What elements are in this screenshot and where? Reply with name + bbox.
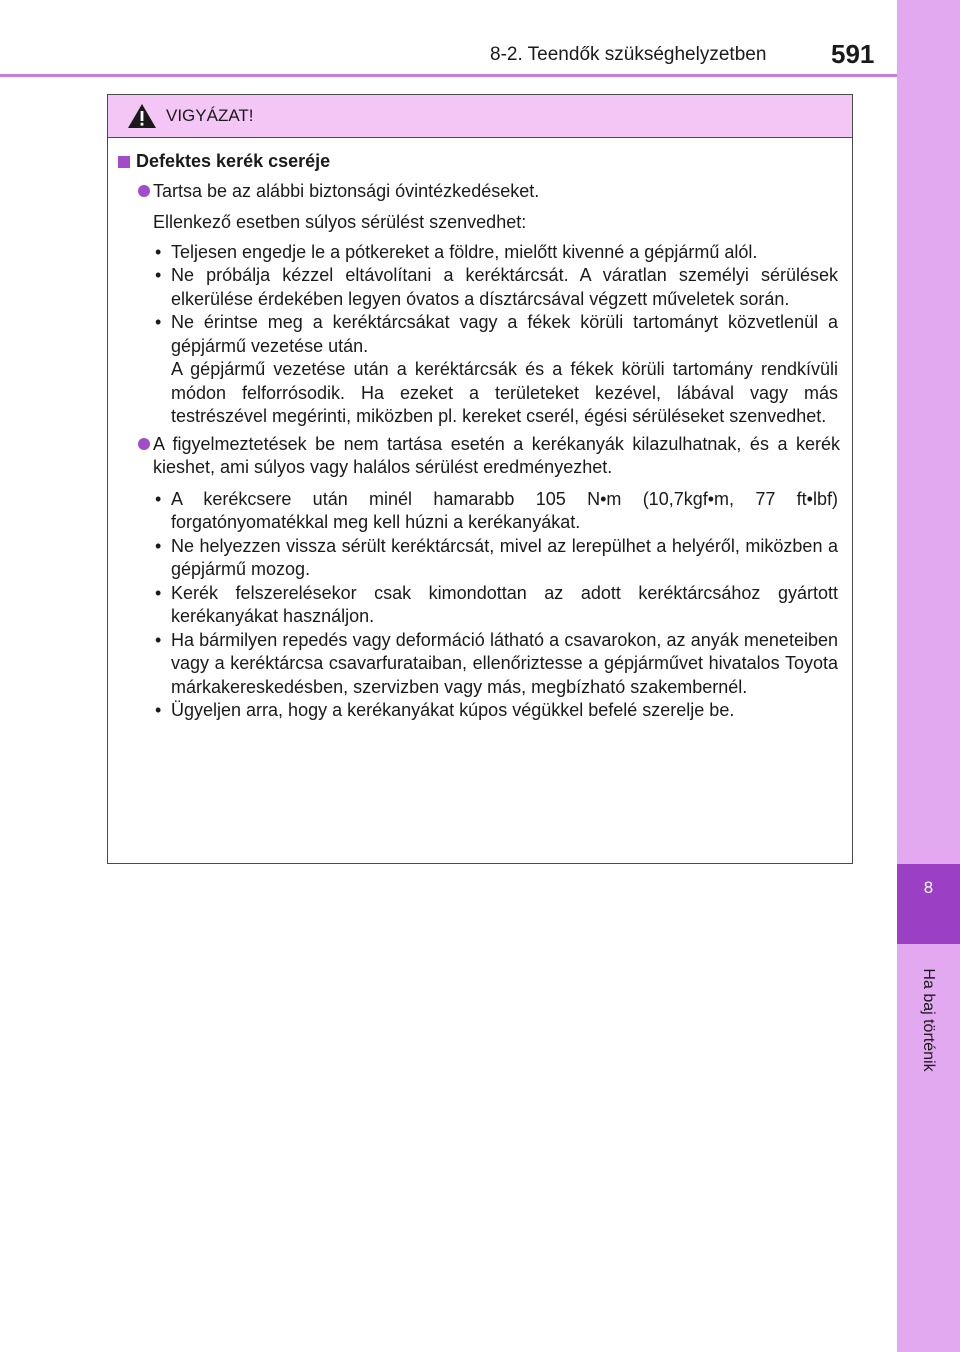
caution-title: VIGYÁZAT! [166, 106, 254, 125]
list-item: • Ha bármilyen repedés vagy deformáció látható a csavarokon, az anyák meneteiben vagy a keréktárcsa csavarfurataiban, ellenőriztesse a gépjárművet hivatalos Toyota márkakereskedésben, szervizben vagy más, megbízható szakembernél. [155, 629, 838, 697]
list-item: • A kerékcsere után minél hamarabb 105 N•m (10,7kgf•m, 77 ft•lbf) forgatónyomatékkal meg kell húzni a kerékanyákat. [155, 488, 838, 532]
square-bullet-icon [118, 156, 130, 168]
chapter-title: Ha baj történik [920, 968, 937, 1072]
list-item: • Ne helyezzen vissza sérült keréktárcsát, mivel az lerepülhet a helyéről, miközben a gépjármű mozog. [155, 535, 838, 579]
list-item: • Kerék felszerelésekor csak kimondottan az adott keréktárcsához gyártott kerékanyákat használjon. [155, 582, 838, 626]
caution-box [107, 94, 853, 864]
warning-triangle-icon [127, 103, 157, 129]
list-item: • Ügyeljen arra, hogy a kerékanyákat kúpos végükkel befelé szerelje be. [155, 700, 735, 720]
section-title: 8-2. Teendők szükséghelyzetben [490, 44, 767, 65]
circle-bullet-icon [138, 185, 150, 197]
circle-bullet-icon [138, 438, 150, 450]
chapter-number-tab [897, 864, 960, 944]
chapter-side-tab [897, 0, 960, 1352]
chapter-number: 8 [923, 878, 934, 897]
heading-text: Defektes kerék cseréje [136, 151, 331, 171]
caution-content [108, 138, 852, 723]
caution-header [108, 95, 852, 138]
bullet-list-1 [118, 241, 840, 429]
paragraph-2 [118, 433, 840, 480]
paragraph-1 [118, 180, 840, 204]
list-item: • Ne érintse meg a keréktárcsákat vagy a fékek körüli tartományt közvetlenül a gépjármű vezetése után. [155, 312, 838, 356]
paragraph-2-text: A figyelmeztetések be nem tartása esetén a kerékanyák kilazulhatnak, és a kerék kieshet, ami súlyos vagy halálos sérülést eredményezhet. [153, 433, 840, 477]
page-number: 591 [831, 39, 875, 69]
list-item: • Teljesen engedje le a pótkereket a földre, mielőtt kivenné a gépjármű alól. [155, 241, 758, 262]
paragraph-1-text: Tartsa be az alábbi biztonsági óvintézkedéseket. [153, 180, 540, 201]
caution-heading [118, 150, 840, 174]
bullet-list-2 [118, 488, 840, 723]
header-rule [0, 74, 897, 77]
list-item-continued: A gépjármű vezetése után a keréktárcsák és a fékek körüli tartomány rendkívüli módon felforrósodik. Ha ezeket a területeket kezével, lábával vagy más testrészével megérinti, miközben pl. kereket cserél, égési sérüléseket szenvedhet. [171, 359, 838, 426]
list-item: • Ne próbálja kézzel eltávolítani a keréktárcsát. A váratlan személyi sérülések elkerülése érdekében legyen óvatos a dísztárcsával végzett műveletek során. [155, 265, 838, 309]
paragraph-1-sub: Ellenkező esetben súlyos sérülést szenvedhet: [153, 212, 527, 232]
